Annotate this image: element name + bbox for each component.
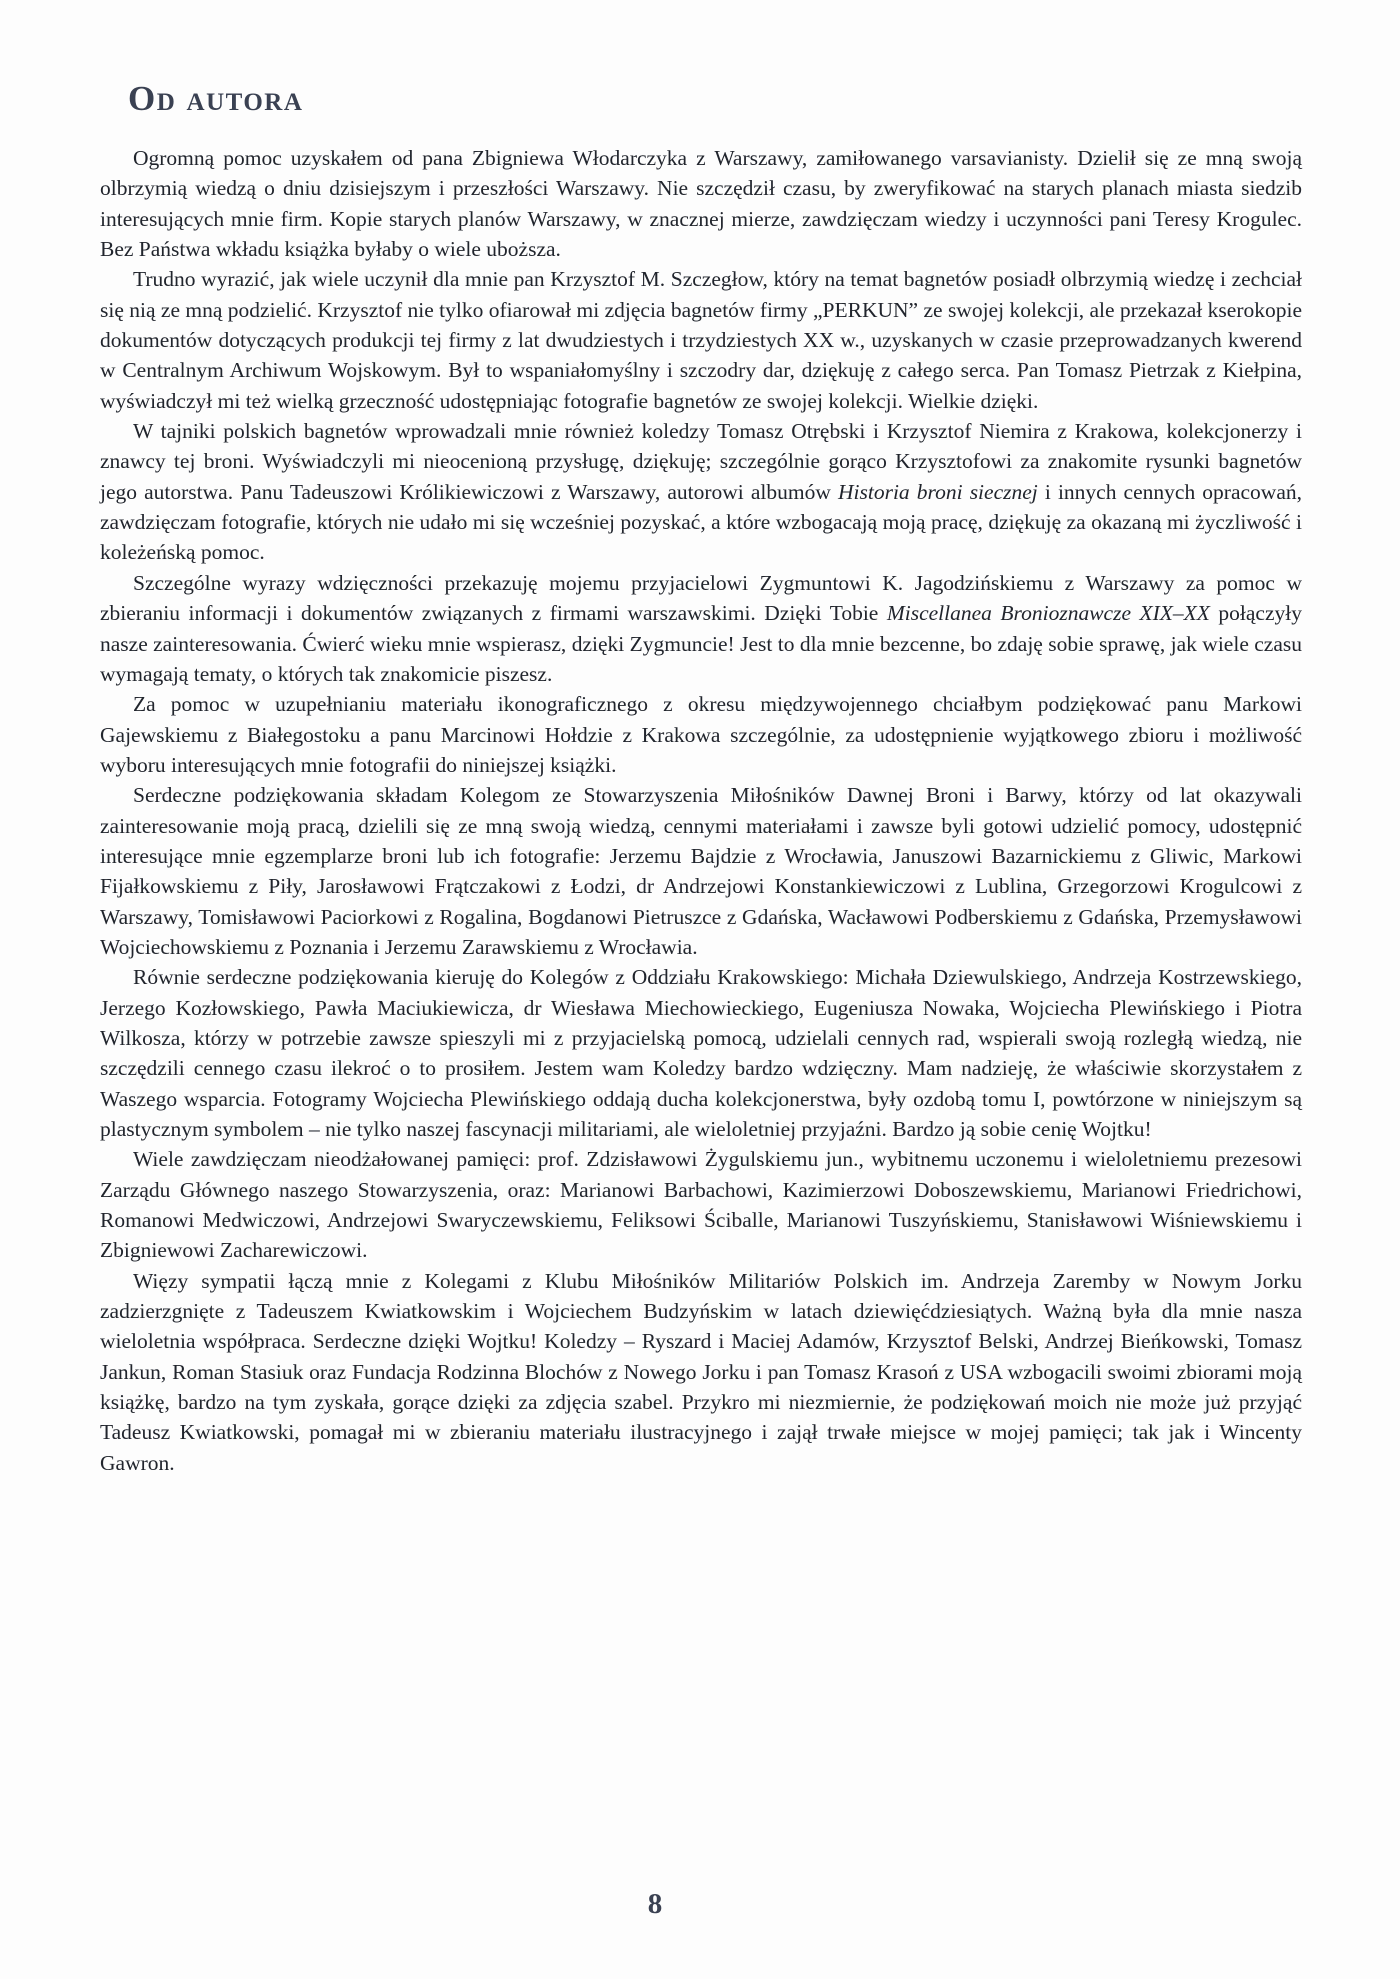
italic-text: Historia broni siecznej <box>838 479 1038 504</box>
text-run: Za pomoc w uzupełnianiu materiału ikonograficznego z okresu międzywojennego chciałbym podziękować panu Markowi Gajewskiemu z Białegostoku a panu Marcinowi Hołdzie z Krakowa szczególnie, za udostępnienie wyjątkowego zbioru i możliwość wyboru interesujących mnie fotografii do niniejszej książki. <box>100 692 1302 777</box>
text-run: Więzy sympatii łączą mnie z Kolegami z Klubu Miłośników Militariów Polskich im. Andrzeja Zaremby w Nowym Jorku zadzierzgnięte z Tadeuszem Kwiatkowskim i Wojciechem Budzyńskim w latach dziewięćdziesiątych. Ważną była dla mnie nasza wieloletnia współpraca. Serdeczne dzięki Wojtku! Koledzy – Ryszard i Maciej Adamów, Krzysztof Belski, Andrzej Bieńkowski, Tomasz Jankun, Roman Stasiuk oraz Fundacja Rodzinna Blochów z Nowego Jorku i pan Tomasz Krasoń z USA wzbogacili swoimi zbiorami moją książkę, bardzo na tym zyskała, gorące dzięki za zdjęcia szabel. Przykro mi niezmiernie, że podziękowań moich nie może już przyjąć Tadeusz Kwiatkowski, pomagał mi w zbieraniu materiału ilustracyjnego i zajął trwałe miejsce w mojej pamięci; tak jak i Wincenty Gawron. <box>100 1268 1302 1475</box>
text-run: Trudno wyrazić, jak wiele uczynił dla mnie pan Krzysztof M. Szczegłow, który na temat bagnetów posiadł olbrzymią wiedzę i zechciał się nią ze mną podzielić. Krzysztof nie tylko ofiarował mi zdjęcia bagnetów firmy „PERKUN” ze swojej kolekcji, ale przekazał kserokopie dokumentów dotyczących produkcji tej firmy z lat dwudziestych i trzydziestych XX w., uzyskanych w czasie przeprowadzanych kwerend w Centralnym Archiwum Wojskowym. Był to wspaniałomyślny i szczodry dar, dziękuję z całego serca. Pan Tomasz Pietrzak z Kiełpina, wyświadczył mi też wielką grzeczność udostępniając fotografie bagnetów ze swojej kolekcji. Wielkie dzięki. <box>100 267 1302 413</box>
text-run: i innych cennych opracowań, zawdzięczam fotografie, których nie udało mi się wcześniej pozyskać, a które wzbogacają moją pracę, dziękuję za okazaną mi życzliwość i koleżeńską pomoc. <box>100 479 1302 565</box>
paragraph <box>100 1266 1302 1478</box>
paragraph <box>100 264 1302 416</box>
paragraph <box>100 416 1302 568</box>
text-run: połączyły nasze zainteresowania. Ćwierć wieku mnie wspierasz, dzięki Zygmuncie! Jest to dla mnie bezcenne, bo zdaję sobie sprawę, jak wiele czasu wymagają tematy, o których tak znakomicie piszesz. <box>100 601 1302 686</box>
acknowledgments-text <box>100 143 1302 1478</box>
paragraph <box>100 780 1302 962</box>
text-run: Szczególne wyrazy wdzięczności przekazuję mojemu przyjacielowi Zygmuntowi K. Jagodzińskiemu z Warszawy za pomoc w zbieraniu informacji i dokumentów związanych z firmami warszawskimi. Dzięki Tobie <box>100 570 1302 626</box>
page-number: 8 <box>647 1888 663 1920</box>
text-run: Równie serdeczne podziękowania kieruję do Kolegów z Oddziału Krakowskiego: Michała Dziewulskiego, Andrzeja Kostrzewskiego, Jerzego Kozłowskiego, Pawła Maciukiewicza, dr Wiesława Miechowieckiego, Eugeniusza Nowaka, Wojciecha Plewińskiego i Piotra Wilkosza, którzy w potrzebie zawsze spieszyli mi z przyjacielską pomocą, udzielali cennych rad, wspierali swoją rozległą wiedzą, nie szczędzili cennego czasu ilekroć o to prosiłem. Jestem wam Koledzy bardzo wdzięczny. Mam nadzieję, że właściwie skorzystałem z Waszego wsparcia. Fotogramy Wojciecha Plewińskiego oddają ducha kolekcjonerstwa, były ozdobą tomu I, powtórzone w niniejszym są plastycznym symbolem – nie tylko naszej fascynacji militariami, ale wieloletniej przyjaźni. Bardzo ją sobie cenię Wojtku! <box>100 965 1302 1141</box>
chapter-heading: Od autora <box>128 79 304 119</box>
paragraph <box>100 143 1302 264</box>
paragraph <box>100 568 1302 689</box>
text-run: Ogromną pomoc uzyskałem od pana Zbigniewa Włodarczyka z Warszawy, zamiłowanego varsavianisty. Dzielił się ze mną swoją olbrzymią wiedzą o dniu dzisiejszym i przeszłości Warszawy. Nie szczędził czasu, by zweryfikować na starych planach miasta siedzib interesujących mnie firm. Kopie starych planów Warszawy, w znacznej mierze, zawdzięczam wiedzy i uczynności pani Teresy Krogulec. Bez Państwa wkładu książka byłaby o wiele uboższa. <box>100 146 1302 262</box>
paragraph <box>100 1144 1302 1265</box>
paragraph <box>100 689 1302 780</box>
italic-text: Miscellanea Bronioznawcze XIX–XX <box>886 601 1210 626</box>
text-run: Serdeczne podziękowania składam Kolegom ze Stowarzyszenia Miłośników Dawnej Broni i Barwy, którzy od lat okazywali zainteresowanie moją pracą, dzielili się ze mną swoją wiedzą, cennymi materiałami i zawsze byli gotowi udzielić pomocy, udostępnić interesujące mnie egzemplarze broni lub ich fotografie: Jerzemu Bajdzie z Wrocławia, Januszowi Bazarnickiemu z Gliwic, Markowi Fijałkowskiemu z Piły, Jarosławowi Frątczakowi z Łodzi, dr Andrzejowi Konstankiewiczowi z Lublina, Grzegorzowi Krogulcowi z Warszawy, Tomisławowi Paciorkowi z Rogalina, Bogdanowi Pietruszce z Gdańska, Wacławowi Podberskiemu z Gdańska, Przemysławowi Wojciechowskiemu z Poznania i Jerzemu Zarawskiemu z Wrocławia. <box>100 783 1302 959</box>
text-run: Wiele zawdzięczam nieodżałowanej pamięci: prof. Zdzisławowi Żygulskiemu jun., wybitnemu uczonemu i wieloletniemu prezesowi Zarządu Głównego naszego Stowarzyszenia, oraz: Marianowi Barbachowi, Kazimierzowi Doboszewskiemu, Marianowi Friedrichowi, Romanowi Medwiczowi, Andrzejowi Swaryczewskiemu, Feliksowi Ściballe, Marianowi Tuszyńskiemu, Stanisławowi Wiśniewskiemu i Zbigniewowi Zacharewiczowi. <box>100 1147 1302 1263</box>
paragraph <box>100 962 1302 1144</box>
text-run: W tajniki polskich bagnetów wprowadzali mnie również koledzy Tomasz Otrębski i Krzysztof Niemira z Krakowa, kolekcjonerzy i znawcy tej broni. Wyświadczyli mi nieocenioną przysługę, dziękuję; szczególnie gorąco Krzysztofowi za znakomite rysunki bagnetów jego autorstwa. Panu Tadeuszowi Królikiewiczowi z Warszawy, autorowi albumów <box>100 419 1302 504</box>
